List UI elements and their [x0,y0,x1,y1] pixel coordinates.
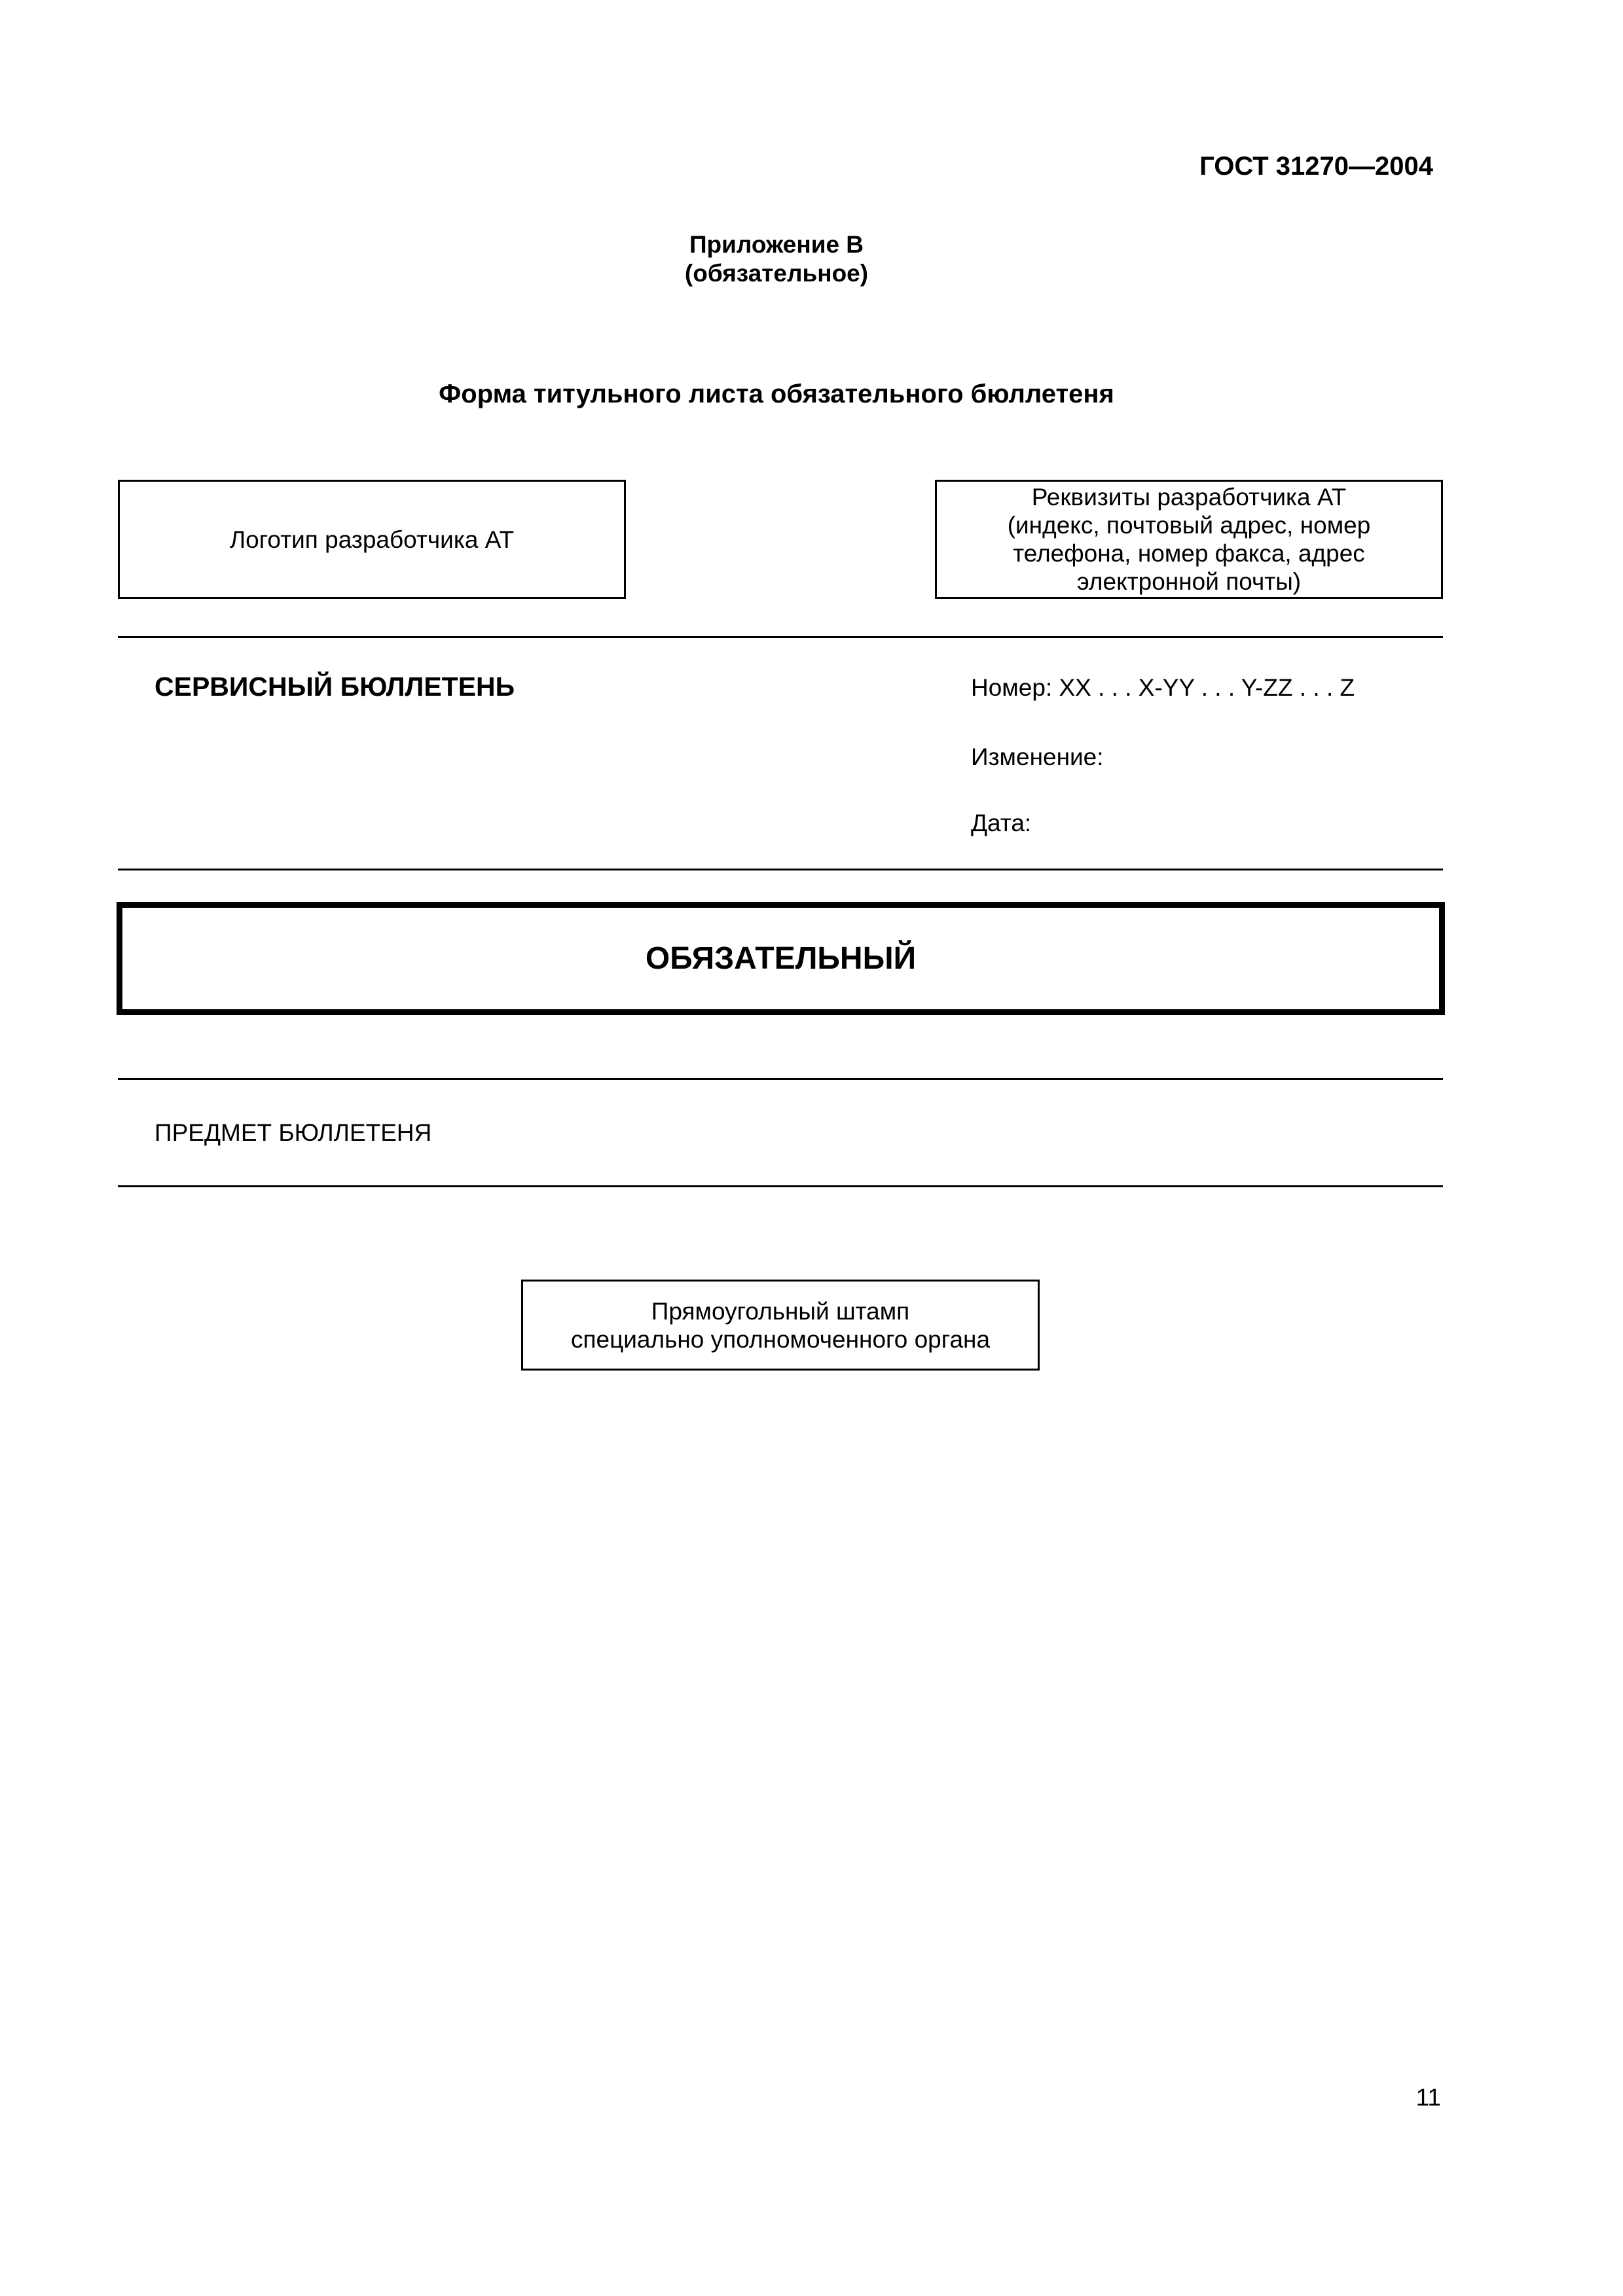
divider-subject-bottom [118,1185,1443,1187]
form-title: Форма титульного листа обязательного бюллетеня [439,380,1114,408]
developer-details-line: телефона, номер факса, адрес [1013,540,1365,567]
standard-code: ГОСТ 31270—2004 [1199,152,1433,181]
stamp-line: специально уполномоченного органа [570,1325,991,1353]
bulletin-date: Дата: [971,810,1032,836]
appendix-heading [0,230,1553,288]
developer-logo-box [118,480,626,599]
bulletin-revision: Изменение: [971,744,1104,770]
mandatory-box [117,902,1445,1015]
bulletin-type: СЕРВИСНЫЙ БЮЛЛЕТЕНЬ [155,672,515,702]
divider-top [118,636,1443,638]
stamp-line: Прямоугольный штамп [651,1297,910,1325]
developer-details-line: электронной почты) [1076,568,1302,595]
appendix-title: Приложение В [689,231,864,258]
bulletin-number: Номер: XX . . . X-YY . . . Y-ZZ . . . Z [971,674,1355,701]
divider-middle [118,869,1443,870]
mandatory-label: ОБЯЗАТЕЛЬНЫЙ [645,941,917,976]
divider-subject-top [118,1078,1443,1080]
developer-details-line: Реквизиты разработчика АТ [1031,484,1347,511]
developer-details-box [935,480,1443,599]
stamp-box [521,1280,1040,1371]
bulletin-subject: ПРЕДМЕТ БЮЛЛЕТЕНЯ [155,1119,432,1146]
appendix-status: (обязательное) [684,260,869,287]
developer-details-line: (индекс, почтовый адрес, номер [1007,512,1371,539]
developer-logo-label: Логотип разработчика АТ [229,526,515,553]
page-number: 11 [1415,2084,1441,2111]
